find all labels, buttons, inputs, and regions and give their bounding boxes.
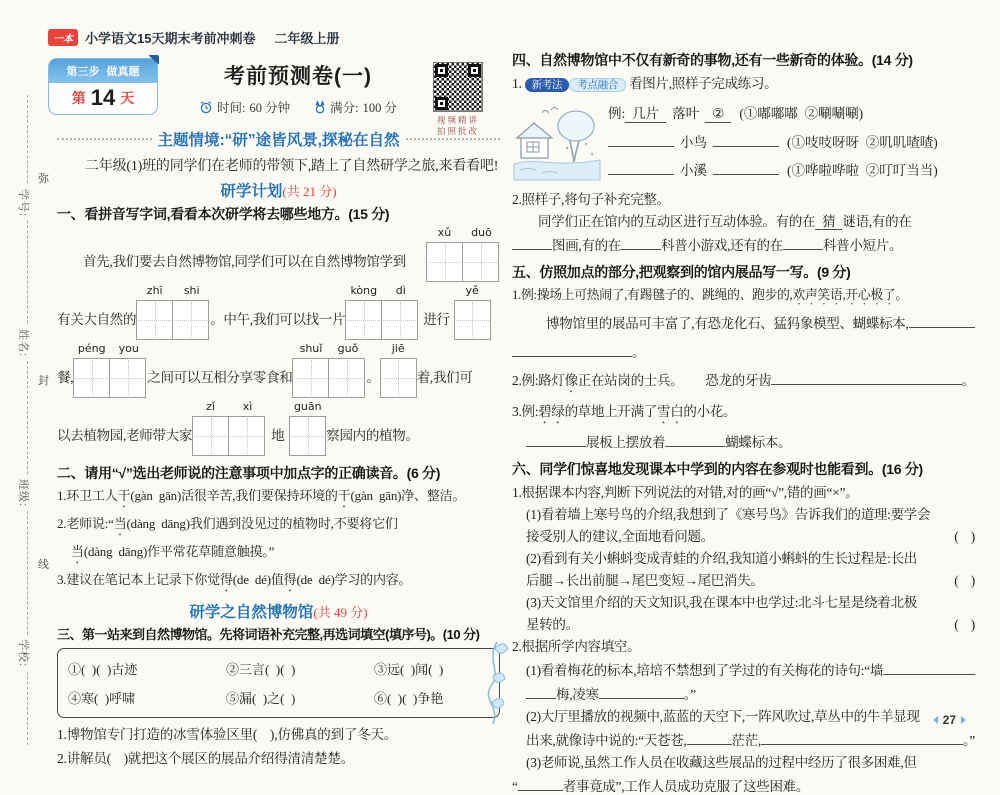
scene-illustration [512, 104, 602, 180]
q1-text: 地 [271, 428, 285, 443]
theme-title: 主题情境:“研”途皆风景,探秘在自然 [157, 132, 400, 149]
theme-intro: 二年级(1)班的同学们在老师的带领下,踏上了自然研学之旅,来看看吧! [85, 159, 499, 174]
section-1-score: (共 21 分) [282, 184, 337, 199]
pinyin: kòng [350, 284, 378, 297]
qr-block [430, 62, 486, 138]
q4-exercise [512, 102, 975, 186]
answer-blank [512, 342, 632, 357]
q1-text: 察园内的植物。 [326, 428, 419, 443]
q5-answer-3: 展板上摆放着 蝴蝶标本。 [512, 432, 975, 451]
q4-item-1: 1. 新考法 考点融合 看图片,照样子完成练习。 [512, 76, 778, 91]
q1-row-4 [57, 400, 500, 456]
q6-item-1: 1.根据课本内容,判断下列说法的对错,对的画“√”,错的画“×”。 [512, 485, 859, 500]
day-suffix: 天 [120, 90, 135, 106]
q3-sentence-2: 2.讲解员( )就把这个展区的展品介绍得清清楚楚。 [57, 750, 355, 766]
q6-fill-3-line-2: “ 者事竟成”,工作人员成功克服了这些困难。 [512, 776, 975, 795]
section-2-heading [57, 600, 500, 622]
example-answer: 猜 [815, 214, 842, 230]
answer-blank [621, 235, 661, 250]
q3-sentence-1: 1.博物馆专门打造的冰雪体验区里( ),仿佛真的到了冬天。 [57, 727, 398, 742]
dotted-rule-left [57, 138, 152, 140]
q6-item-2: 2.根据所学内容填空。 [512, 639, 641, 654]
judge-paren: ( ) [954, 529, 975, 544]
answer-blank [608, 132, 674, 147]
pinyin-write-box [380, 342, 417, 398]
right-column [512, 50, 975, 795]
seal-char-3: 线 [38, 556, 49, 572]
paper-title: 考前预测卷(一) [224, 65, 372, 88]
pinyin-write-box [454, 284, 491, 340]
q2-heading: 二、请用“√”选出老师说的注意事项中加点字的正确读音。(6 分) [57, 465, 441, 481]
write-cell [73, 358, 110, 398]
full-score-label: 满分: [330, 101, 359, 115]
write-cell [192, 416, 229, 456]
idiom-2: ②三言( )( ) [226, 662, 296, 677]
answer-blank [608, 160, 674, 175]
pinyin: guǒ [337, 342, 359, 355]
q6-fill-2-line-1: (2)大厅里播放的视频中,蓝蓝的天空下,一阵风吹过,草丛中的牛羊显现 [526, 709, 920, 724]
options: (①吱吱呀呀 ②叽叽喳喳) [787, 135, 938, 150]
answer-blank [771, 370, 961, 385]
write-cell [289, 416, 326, 456]
q4-heading: 四、自然博物馆中不仅有新奇的事物,还有一些新奇的体验。(14 分) [512, 52, 913, 68]
q5-example-3: 3.例:碧绿的草地上开满了雪白的小花。 [512, 404, 737, 419]
q4-item-2-line-2: 图画,有的在 科普小游戏,还有的在 科普小短片。 [512, 235, 975, 254]
seal-char-1: 弥 [38, 170, 49, 186]
pinyin: xì [242, 400, 253, 413]
judge-paren: ( ) [954, 617, 975, 632]
q2-item-3: 3.建议在笔记本上记录下你觉得(de dé)值得(de dé)学习的内容。 [57, 572, 412, 587]
pinyin-write-box [426, 226, 500, 282]
pinyin: yě [465, 284, 479, 297]
new-method-badge: 新考法 [525, 78, 570, 92]
q6-judge-1-line-2: 接受别人的建议,全面地看问题。 ( ) [526, 529, 975, 544]
idiom-1: ①( )( )古迹 [68, 662, 138, 677]
idiom-5: ⑤漏( )之( ) [226, 691, 296, 706]
class-label: 班级: [15, 475, 33, 511]
pinyin: duō [471, 226, 492, 239]
pinyin: shuǐ [299, 342, 323, 355]
step-label: 第三步 [66, 66, 100, 78]
medal-icon [314, 100, 326, 114]
pinyin-write-box [136, 284, 210, 340]
answer-blank [783, 235, 823, 250]
q5-answer-1-line-2: 。 [512, 342, 975, 361]
write-cell [136, 300, 173, 340]
answer-blank [761, 730, 963, 745]
q3-heading: 三、第一站来到自然博物馆。先将词语补充完整,再选词填空(填序号)。(10 分) [57, 627, 480, 642]
answer-blank [713, 132, 779, 147]
time-value: 60 分钟 [249, 101, 291, 115]
q6-heading: 六、同学们惊喜地发现课本中学到的内容在参观时也能看到。(16 分) [512, 461, 923, 477]
pinyin: xǔ [437, 226, 452, 239]
write-cell [328, 358, 365, 398]
q6-judge-3-line-1: (3)天文馆里介绍的天文知识,我在课本中也学过:北斗七星是绕着北极 [526, 595, 917, 610]
book-grade: 二年级上册 [274, 31, 340, 46]
answer-blank [713, 160, 779, 175]
school-label: 学校: [15, 635, 33, 671]
example-answer-2: ② [705, 106, 731, 123]
judge-paren: ( ) [954, 573, 975, 588]
answer-blank [512, 235, 552, 250]
write-cell [172, 300, 209, 340]
q1-text: 。 [366, 370, 380, 385]
pinyin-write-box [292, 342, 366, 398]
step-label-2: 做真题 [106, 66, 140, 78]
idiom-6: ⑥( )( )争艳 [374, 691, 444, 706]
q4-row-3: 小溪 (①哗啦哗啦 ②叮叮当当) [608, 159, 975, 179]
q1-text: 进行 [423, 312, 450, 327]
q4-item-2: 2.照样子,将句子补充完整。 [512, 192, 670, 207]
page-number [933, 713, 966, 727]
write-cell [380, 358, 417, 398]
qr-caption-1: 视频精讲 [436, 115, 479, 125]
full-score-value: 100 分 [362, 101, 397, 115]
q1-text: 之间可以互相分享零食和 [147, 370, 293, 385]
student-name-label: 姓名: [15, 325, 33, 361]
answer-blank [909, 313, 975, 328]
section-1-heading [57, 179, 500, 201]
section-1-title: 研学计划 [220, 183, 283, 200]
q2-item-2-cont: 当(dàng dāng)作平常花草随意触摸。” [71, 544, 275, 559]
pinyin: péng [77, 342, 106, 355]
q3-word-bank [57, 648, 500, 718]
pinyin-write-box [192, 400, 266, 456]
exam-point-badge: 考点融合 [569, 78, 626, 92]
q6-judge-1-line-1: (1)看着墙上寒号鸟的介绍,我想到了《寒号鸟》告诉我们的道理:要学会 [526, 507, 931, 522]
student-id-label: 学号: [15, 185, 33, 221]
q6-judge-2-line-1: (2)看到有关小蝌蚪变成青蛙的介绍,我知道小蝌蚪的生长过程是:长出 [526, 551, 917, 566]
q1-text: 有关大自然的 [57, 312, 137, 327]
q1-row-2 [57, 284, 500, 340]
next-page-icon [961, 716, 966, 724]
example-answer-1: 几片 [625, 102, 666, 123]
write-cell [345, 300, 382, 340]
dotted-rule-right [406, 138, 501, 140]
alarm-clock-icon [199, 100, 213, 114]
pinyin-write-box [345, 284, 419, 340]
q6-fill-3-line-1: (3)老师说,虽然工作人员在收藏这些展品的过程中经历了很多困难,但 [526, 755, 917, 770]
book-title: 小学语文15天期末考前冲刺卷 [85, 31, 256, 46]
vine-decoration-icon [476, 640, 504, 726]
q2-item-2: 2.老师说:“当(dàng dāng)我们遇到没见过的植物时,不要将它们 [57, 516, 398, 531]
answer-blank [883, 660, 975, 675]
q4-row-2: 小鸟 (①吱吱呀呀 ②叽叽喳喳) [608, 131, 975, 151]
theme-banner [57, 128, 500, 150]
q4-item-2-line-1: 同学们正在馆内的互动区进行互动体验。有的在 猜 谜语,有的在 [538, 214, 912, 229]
time-label: 时间: [217, 101, 246, 115]
pinyin-write-box [73, 342, 147, 398]
answer-blank [687, 730, 732, 745]
write-cell [109, 358, 146, 398]
write-cell [426, 242, 463, 282]
answer-blank [665, 432, 725, 447]
q1-heading: 一、看拼音写字词,看看本次研学将去哪些地方。(15 分) [57, 206, 390, 222]
q5-item-2: 2.例:路灯 像 正在站岗的士兵。 恐龙的牙齿 。 [512, 370, 975, 396]
section-2-score: (共 49 分) [313, 605, 368, 620]
prev-page-icon [933, 716, 938, 724]
q6-judge-3-line-2: 星转的。 ( ) [526, 617, 975, 632]
options: (①嘟嘟嘟 ②唰唰唰) [739, 106, 864, 121]
answer-blank [599, 684, 684, 699]
pinyin: zhī [146, 284, 163, 297]
q5-heading: 五、仿照加点的部分,把观察到的馆内展品写一写。(9 分) [512, 264, 851, 280]
q6-judge-2-line-2: 后腿→长出前腿→尾巴变短→尾巴消失。 ( ) [526, 573, 975, 588]
pinyin: guān [293, 400, 322, 413]
example-label: 例: [608, 106, 626, 121]
q6-fill-1-line-2: 梅,凌寒 。” [512, 684, 975, 703]
pinyin: dì [395, 284, 406, 297]
day-number: 14 [90, 85, 116, 110]
write-cell [228, 416, 265, 456]
write-cell [462, 242, 499, 282]
q2-item-1: 1.环卫工人干(gàn gān)活很辛苦,我们要保持环境的干(gàn gān)净、整洁。 [57, 488, 466, 503]
corner-fold-icon [148, 55, 159, 65]
q6-fill-1-line-1: (1)看着梅花的标本,培培不禁想到了学过的有关梅花的诗句:“墙 [512, 660, 975, 679]
q4-example-row: 例: 几片 落叶 ② (①嘟嘟嘟 ②唰唰唰) [608, 102, 975, 123]
page-number-value: 27 [942, 713, 956, 727]
idiom-3: ③远( )闻( ) [374, 662, 444, 677]
left-column [57, 128, 500, 767]
paper-meta [158, 98, 438, 116]
day-badge [48, 58, 158, 115]
idiom-4: ④寒( )呼啸 [68, 691, 136, 706]
q5-example-1: 1.例:操场上可热闹了,有踢毽子的、跳绳的、跑步的,欢声笑语,开心极了。 [512, 288, 908, 302]
q1-row-1 [57, 226, 500, 282]
q5-answer-1-line-1: 博物馆里的展品可丰富了,有恐龙化石、猛犸象模型、蝴蝶标本, [512, 313, 975, 332]
q1-text: 餐, [57, 370, 74, 385]
q1-text: 以去植物园,老师带大家 [57, 428, 193, 443]
qr-code [433, 62, 483, 112]
q1-text: 着,我们可 [416, 370, 473, 385]
pinyin: jiē [391, 342, 405, 355]
pinyin-write-box [289, 400, 326, 456]
answer-blank [518, 776, 563, 791]
write-cell [292, 358, 329, 398]
write-cell [454, 300, 491, 340]
answer-blank [526, 432, 586, 447]
pinyin: you [118, 342, 139, 355]
write-cell [381, 300, 418, 340]
q1-row-3 [57, 342, 500, 398]
book-header [48, 28, 339, 47]
pinyin: zǐ [206, 400, 215, 413]
answer-blank [526, 684, 556, 699]
options: (①哗啦哗啦 ②叮叮当当) [787, 163, 938, 178]
pinyin: shi [183, 284, 200, 297]
qr-caption-2: 拍照批改 [436, 126, 479, 137]
brand-logo: 一本 [48, 29, 78, 46]
q6-fill-2-line-2: 出来,就像诗中说的:“天苍苍, 茫茫, 。” [512, 730, 975, 749]
section-2-title: 研学之自然博物馆 [189, 604, 314, 621]
q1-text: 。中午,我们可以找一片 [210, 312, 346, 327]
day-prefix: 第 [71, 90, 86, 106]
seal-char-2: 封 [38, 372, 49, 388]
q1-text: 首先,我们要去自然博物馆,同学们可以在自然博物馆学到 [83, 254, 406, 269]
